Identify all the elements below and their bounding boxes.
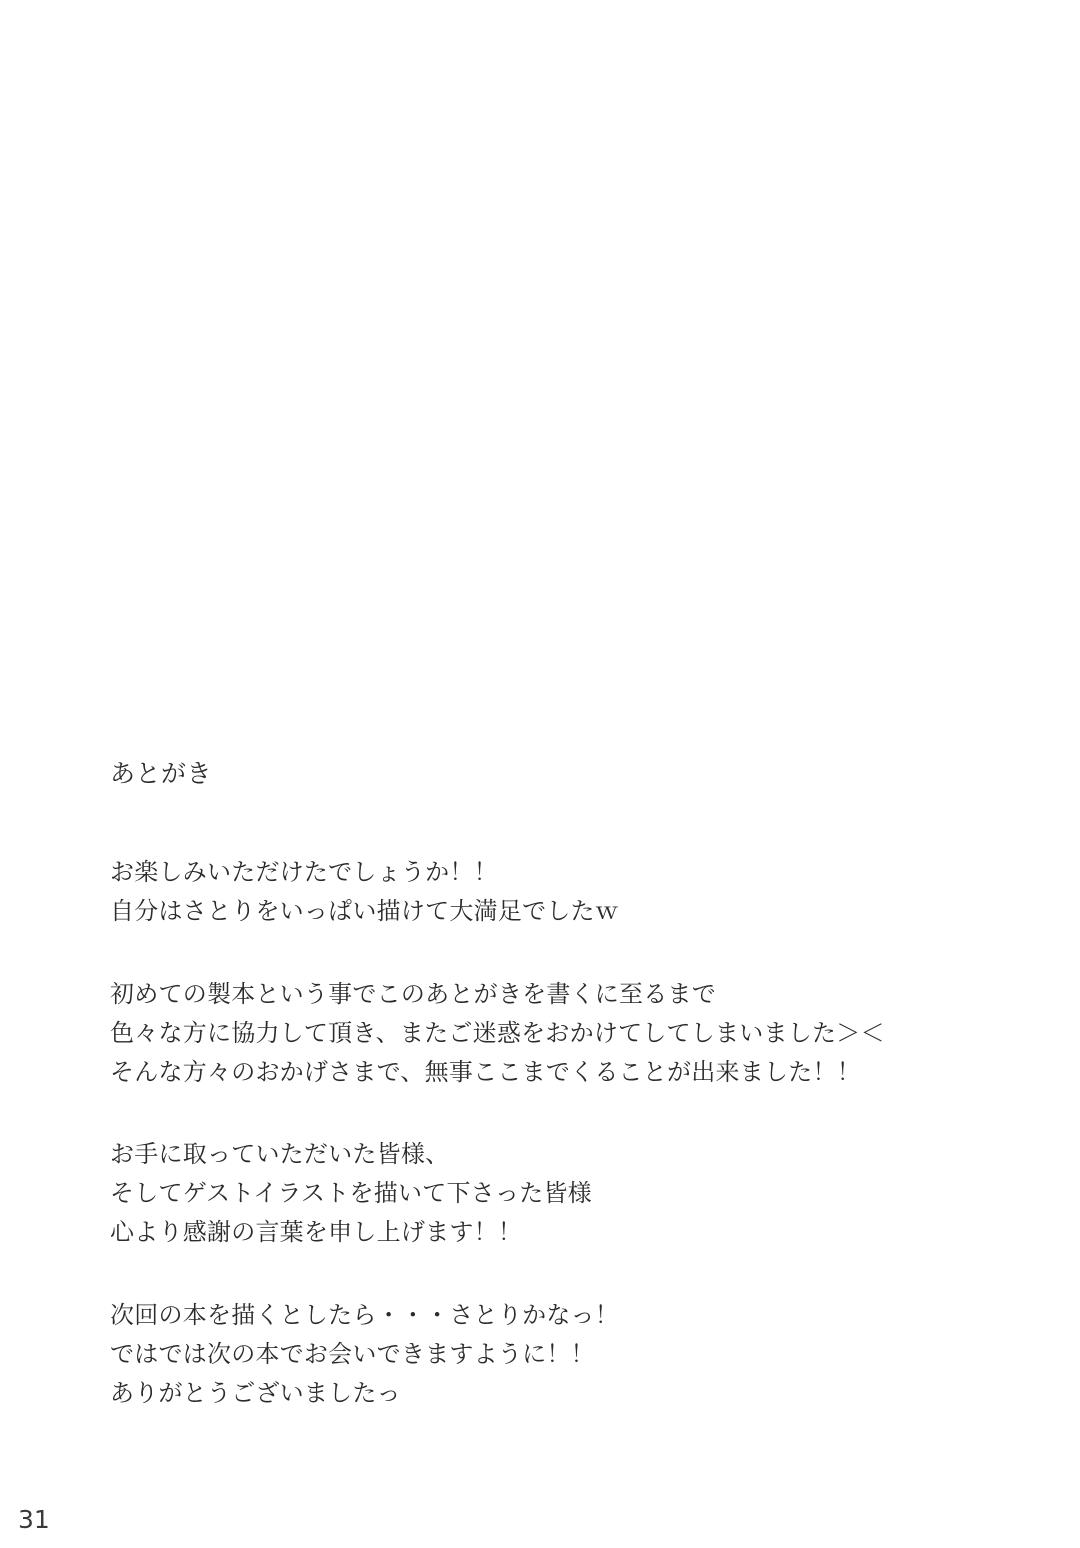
paragraph-2 — [110, 975, 990, 1092]
paragraph-4-line-1: 次回の本を描くとしたら・・・さとりかなっ！ — [110, 1301, 620, 1329]
paragraph-3 — [110, 1135, 990, 1252]
paragraph-3-line-1: お手に取っていただいた皆様、 — [110, 1140, 450, 1169]
paragraph-2-line-1: 初めての製本という事でこのあとがきを書くに至るまで — [110, 979, 716, 1008]
paragraph-1-line-1: お楽しみいただけたでしょうか！！ — [110, 858, 498, 886]
paragraph-3-line-3: 心より感謝の言葉を申し上げます！！ — [110, 1218, 523, 1247]
paragraph-4-line-2: ではでは次の本でお会いできますように！！ — [110, 1339, 595, 1368]
paragraph-2-line-3: そんな方々のおかげさまで、無事ここまでくることが出来ました！！ — [110, 1057, 861, 1086]
paragraph-1 — [110, 853, 990, 931]
afterword-content — [110, 756, 990, 1413]
paragraph-2-line-2: 色々な方に協力して頂き、またご迷惑をおかけてしてしまいました＞＜ — [110, 1018, 885, 1047]
paragraph-4 — [110, 1296, 990, 1413]
page-title: あとがき — [110, 759, 213, 788]
paragraph-3-line-2: そしてゲストイラストを描いて下さった皆様 — [110, 1179, 592, 1208]
paragraph-1-line-2: 自分はさとりをいっぱい描けて大満足でしたｗ — [110, 896, 620, 925]
page-number: 31 — [18, 1505, 50, 1534]
paragraph-4-line-3: ありがとうございましたっ — [110, 1378, 401, 1407]
